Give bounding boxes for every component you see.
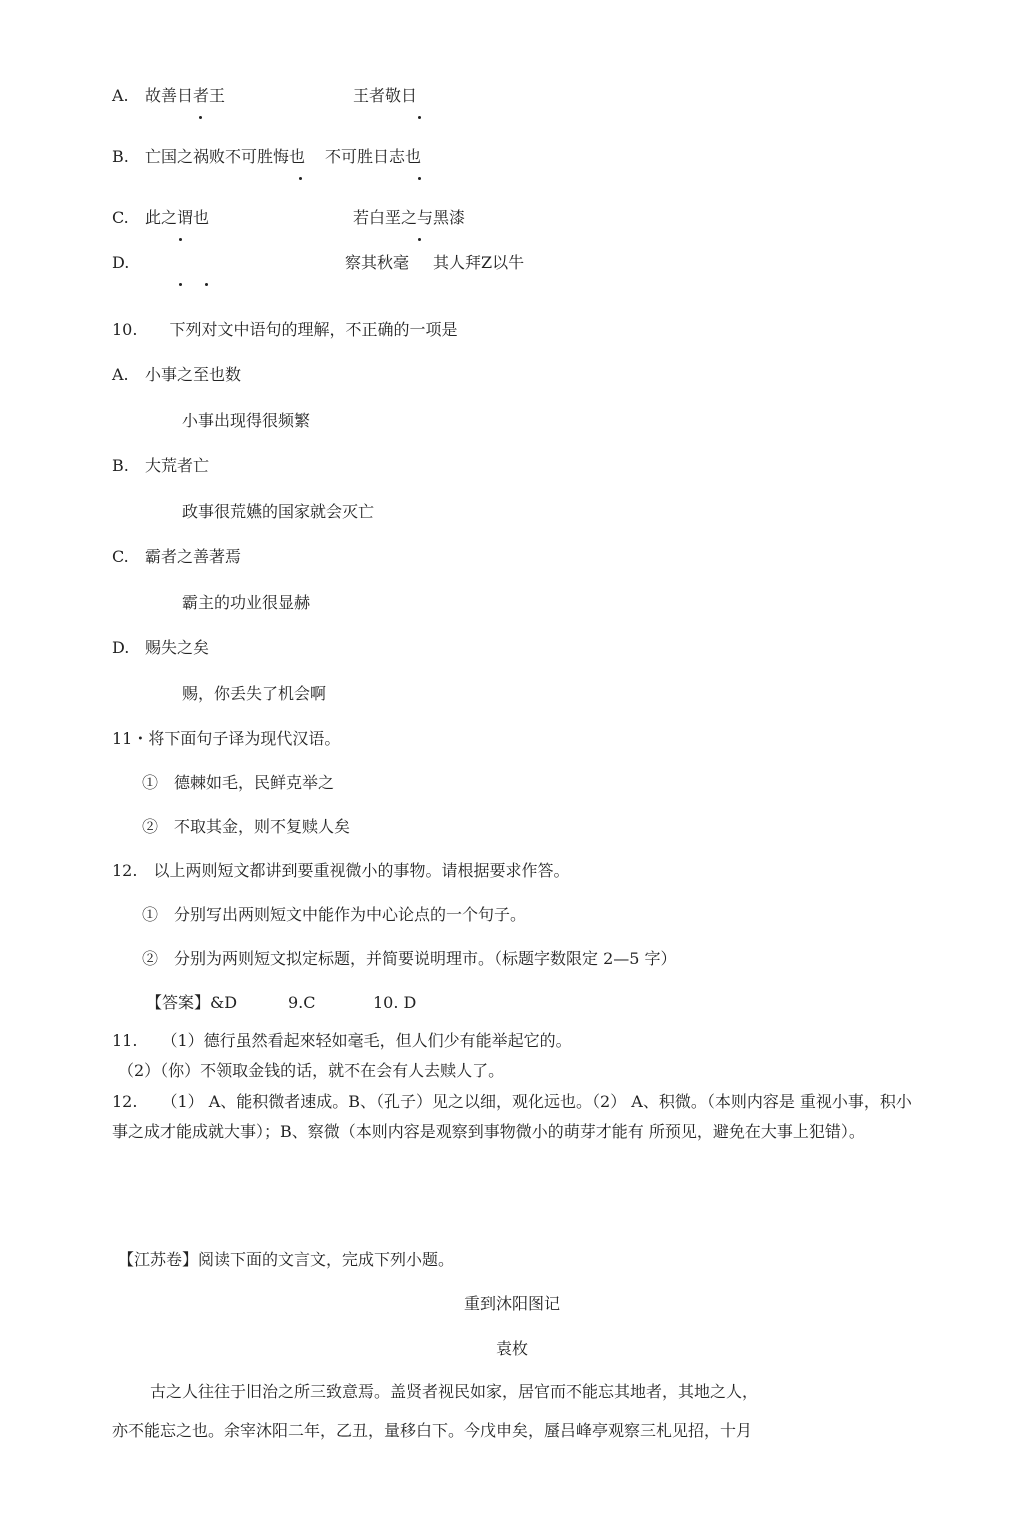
q9-option-d-text2: 察其秋毫 [345, 253, 410, 272]
answer-12: 12. （1） A、能积微者速成。B、（孔子）见之以细，观化远也。（2） A、积微。（本则内容是 重视小事，积小事之成才能成就大事）；B、察微（本则内容是观察到事物微小的萌芽才能有 所预见，避免在大事上犯错）。 [112, 1092, 912, 1141]
passage-line-1: 古之人往往于旧治之所三致意焉。盖贤者视民如家，居官而不能忘其地者，其地之人， [150, 1382, 759, 1401]
q10-option-d-gloss: 赐，你丢失了机会啊 [182, 684, 327, 703]
q9-option-d-text3: 其人拜Z以牛 [433, 253, 525, 272]
q10-option-d-label: D. [112, 638, 130, 657]
q12-item-2: ② 分别为两则短文拟定标题，并简要说明理市。（标题字数限定 2—5 字） [142, 949, 677, 968]
emphasis-dot [179, 238, 182, 241]
q12-stem: 12. 以上两则短文都讲到要重视微小的事物。请根据要求作答。 [112, 861, 570, 880]
q10-option-b-text: 大荒者亡 [145, 456, 210, 475]
q9-option-a-label: A. [112, 86, 129, 105]
q9-option-b-text1: 亡国之祸败不可胜悔也 [145, 147, 306, 166]
q10-stem: 10. 下列对文中语句的理解，不正确的一项是 [112, 320, 458, 339]
q11-item-2: ② 不取其金，则不复赎人矣 [142, 817, 351, 836]
q10-option-c-gloss: 霸主的功业很显赫 [182, 593, 311, 612]
passage-title: 重到沐阳图记 [463, 1294, 560, 1313]
q9-option-a-text1: 故善日者王 [145, 86, 226, 105]
answer-heading: 【答案】&D [146, 993, 238, 1012]
emphasis-dot [199, 116, 202, 119]
answer-10: 10. D [373, 993, 417, 1012]
emphasis-dot [418, 116, 421, 119]
emphasis-dot [418, 238, 421, 241]
passage-author: 袁枚 [495, 1339, 528, 1358]
q11-stem: 11・将下面句子译为现代汉语。 [112, 729, 341, 748]
emphasis-dot [179, 283, 182, 286]
q12-item-1: ① 分别写出两则短文中能作为中心论点的一个句子。 [142, 905, 527, 924]
q10-option-a-label: A. [112, 365, 129, 384]
q9-option-a-text2: 王者敬日 [353, 86, 418, 105]
passage-line-2: 亦不能忘之也。余宰沐阳二年，乙丑，量移白下。今戊申矣，蜃吕峰亭观察三札见招，十月 [112, 1421, 753, 1440]
q9-option-c-text2: 若白垩之与黑漆 [353, 208, 466, 227]
emphasis-dot [205, 283, 208, 286]
answer-9: 9.C [288, 993, 316, 1012]
q10-option-a-gloss: 小事出现得很频繁 [182, 411, 311, 430]
jiangsu-intro: 【江苏卷】阅读下面的文言文，完成下列小题。 [118, 1250, 455, 1269]
q10-option-d-text: 赐失之矣 [145, 638, 210, 657]
q10-option-c-label: C. [112, 547, 129, 566]
q9-option-c-text1: 此之谓也 [145, 208, 210, 227]
emphasis-dot [418, 177, 421, 180]
q9-option-b-text2: 不可胜日志也 [325, 147, 422, 166]
q11-item-1: ① 德棘如毛，民鲜克举之 [142, 773, 335, 792]
q9-option-c-label: C. [112, 208, 129, 227]
q9-option-b-label: B. [112, 147, 129, 166]
q10-option-b-label: B. [112, 456, 129, 475]
q10-option-c-text: 霸者之善著焉 [145, 547, 242, 566]
answer-11-line2: （2）（你）不领取金钱的话，就不在会有人去赎人了。 [118, 1061, 505, 1080]
q10-option-a-text: 小事之至也数 [145, 365, 242, 384]
q10-option-b-gloss: 政事很荒嬿的国家就会灭亡 [182, 502, 375, 521]
q9-option-d-label: D. [112, 253, 130, 272]
emphasis-dot [299, 177, 302, 180]
answer-11-line1: 11. （1）德行虽然看起來轻如毫毛，但人们少有能举起它的。 [112, 1031, 572, 1050]
